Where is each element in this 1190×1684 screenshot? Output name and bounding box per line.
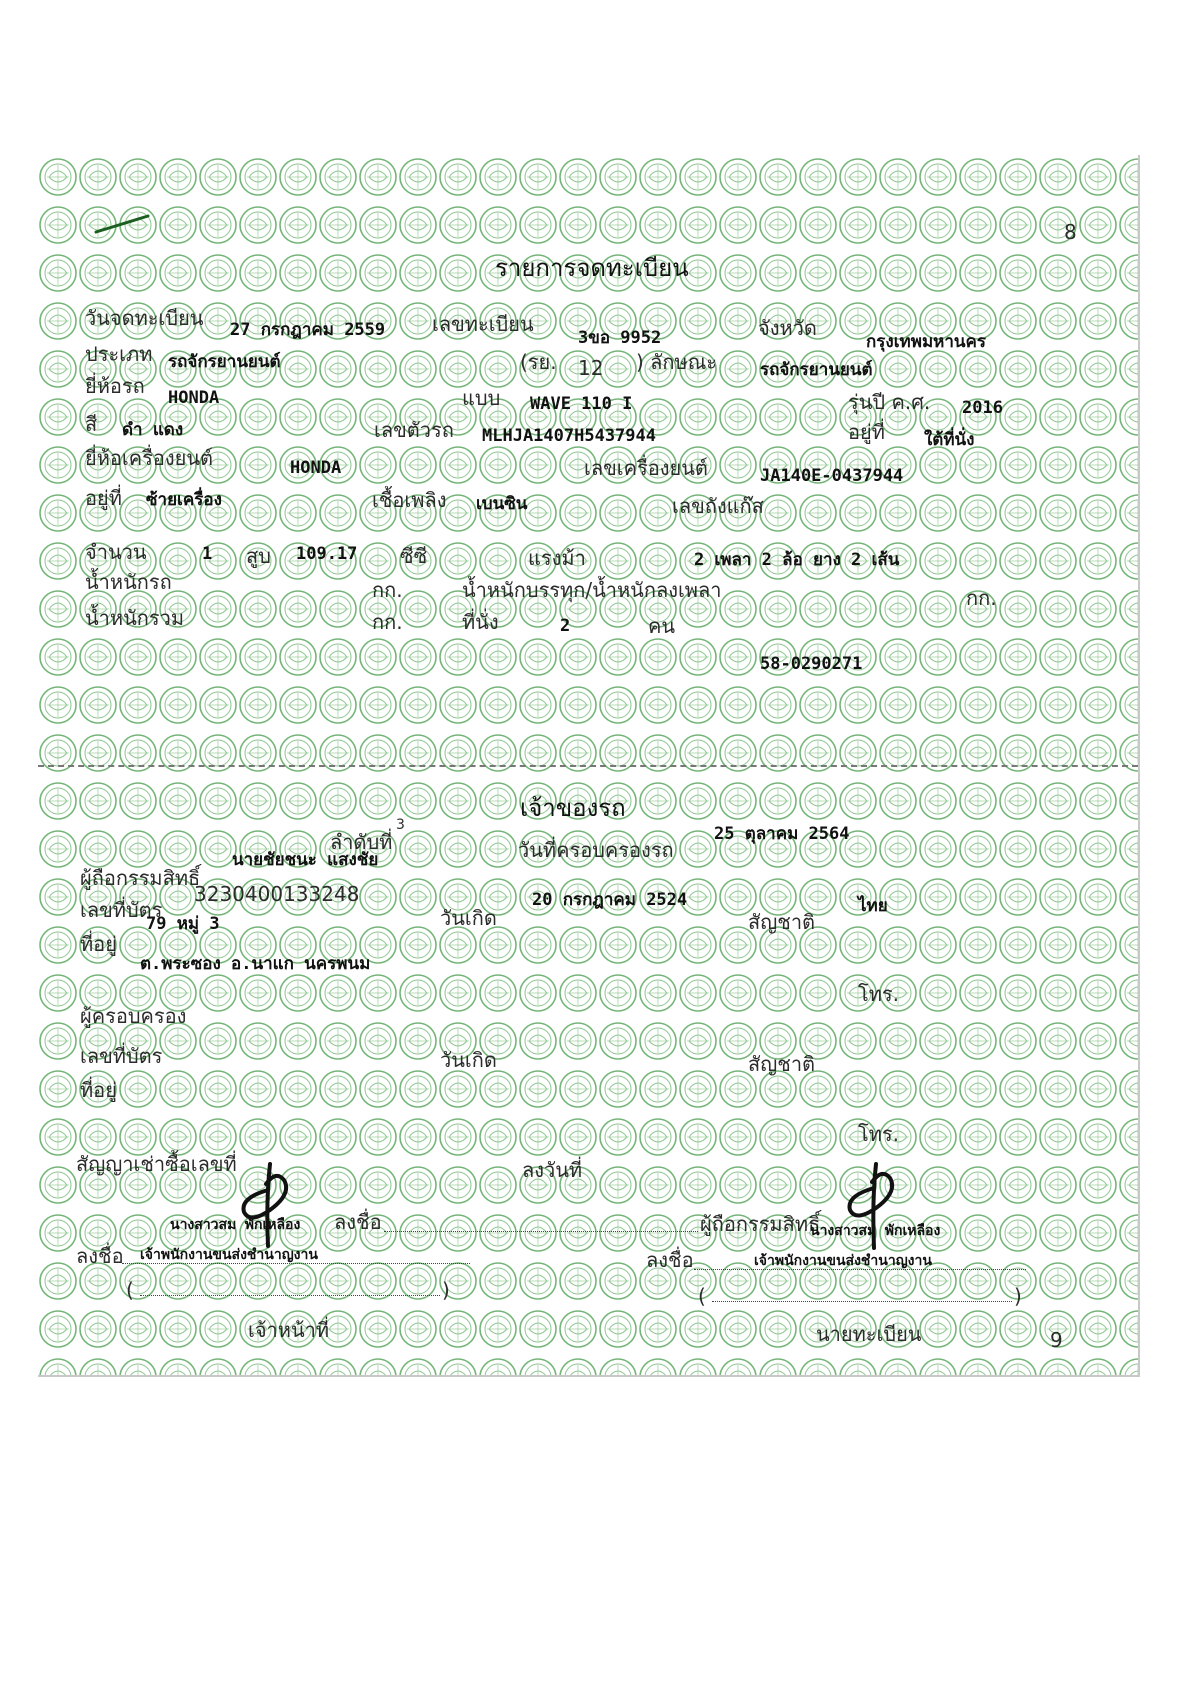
count-label: จำนวน — [85, 540, 147, 564]
province-label: จังหวัด — [758, 316, 817, 340]
chassis-label: เลขตัวรถ — [374, 418, 454, 442]
chassis-loc-value: ใต้ที่นั่ง — [924, 430, 975, 450]
gas-tank-label: เลขถังแก๊ส — [672, 494, 764, 518]
weight-label: น้ำหนักรถ — [85, 570, 172, 594]
gross-weight-label: น้ำหนักรวม — [85, 606, 185, 630]
fuel-label: เชื้อเพลิง — [372, 488, 447, 512]
cc-label: ซีซี — [400, 544, 428, 568]
kg-unit-2: กก. — [966, 586, 997, 610]
page-number-top: 8 — [1064, 220, 1077, 244]
document-serial: 58-0290271 — [760, 654, 863, 674]
character-label: ) ลักษณะ — [636, 350, 718, 374]
id-no-label: เลขที่บัตร — [80, 898, 163, 922]
holder-phone-label: โทร. — [858, 1122, 900, 1146]
fuel-value: เบนซิน — [476, 494, 528, 514]
hp-label: แรงม้า — [528, 546, 586, 570]
load-label: น้ำหนักบรรทุก/น้ำหนักลงเพลา — [462, 578, 722, 602]
registration-title: รายการจดทะเบียน — [495, 254, 689, 282]
model-label: แบบ — [462, 386, 501, 410]
page-number-bottom: 9 — [1050, 1328, 1063, 1352]
registrar-name-line — [712, 1300, 1012, 1302]
engine-brand-value: HONDA — [290, 458, 342, 478]
id-no-value: 3230400133248 — [194, 882, 360, 906]
stamp-title-left: เจ้าพนักงานขนส่งชำนาญงาน — [140, 1247, 318, 1263]
brand-value: HONDA — [168, 388, 220, 408]
stamp-name-right: นางสาวสม พักเหลือง — [810, 1223, 941, 1239]
nationality-value: ไทย — [858, 896, 888, 916]
stamp-title-right: เจ้าพนักงานขนส่งชำนาญงาน — [754, 1253, 932, 1269]
nationality-label: สัญชาติ — [748, 910, 816, 934]
engine-loc-label: อยู่ที่ — [85, 486, 122, 510]
owner-label: ผู้ถือกรรมสิทธิ์ — [80, 866, 201, 890]
count-value: 1 — [202, 544, 213, 564]
reg-no-value: 3ขอ 9952 — [578, 328, 662, 348]
color-label: สี — [85, 412, 98, 436]
color-value: ดำ แดง — [122, 420, 184, 440]
registrar-label: นายทะเบียน — [816, 1322, 922, 1346]
kg-unit-1: กก. — [372, 578, 403, 602]
dob-label: วันเกิด — [440, 906, 497, 930]
chassis-loc-label: อยู่ที่ — [848, 420, 885, 444]
owner-sign-line — [384, 1230, 698, 1232]
officer-name-line — [140, 1294, 440, 1296]
seq-label: ลำดับที่ — [330, 830, 393, 854]
seats-value: 2 — [560, 616, 571, 636]
reg-date-value: 27 กรกฎาคม 2559 — [230, 320, 386, 340]
engine-no-label: เลขเครื่องยนต์ — [584, 456, 708, 480]
address-label: ที่อยู่ — [80, 932, 117, 956]
possession-date-value: 25 ตุลาคม 2564 — [714, 824, 850, 844]
engine-no-value: JA140E-0437944 — [760, 466, 904, 486]
holder-id-label: เลขที่บัตร — [80, 1044, 163, 1068]
checkmark-pen-mark — [92, 212, 152, 238]
seats-label: ที่นั่ง — [462, 610, 499, 634]
holder-nationality-label: สัญชาติ — [748, 1052, 816, 1076]
axle-tyre-value: 2 เพลา 2 ล้อ ยาง 2 เส้น — [694, 550, 900, 570]
stamp-name-left: นางสาวสม พักเหลือง — [170, 1217, 301, 1233]
dob-value: 20 กรกฎาคม 2524 — [532, 890, 688, 910]
reg-no-label: เลขทะเบียน — [432, 312, 534, 336]
phone-label: โทร. — [858, 982, 900, 1006]
fold-line — [38, 765, 1138, 767]
possession-date-label: วันที่ครอบครองรถ — [518, 838, 674, 862]
paren-close-left: ) — [442, 1278, 450, 1302]
character-value: รถจักรยานยนต์ — [760, 360, 873, 380]
model-value: WAVE 110 I — [530, 394, 633, 414]
owner-title: เจ้าของรถ — [520, 794, 626, 822]
sign-label-mid: ลงชื่อ — [334, 1210, 382, 1234]
ry-open: (รย. — [520, 350, 557, 374]
province-value: กรุงเทพมหานคร — [866, 332, 987, 352]
year-label: รุ่นปี ค.ศ. — [848, 390, 931, 414]
type-label: ประเภท — [85, 342, 153, 366]
holder-dob-label: วันเกิด — [440, 1048, 497, 1072]
signature-left — [230, 1160, 310, 1250]
owner-role-label: ผู้ถือกรรมสิทธิ์ — [700, 1212, 821, 1236]
paren-open-right: ( — [698, 1284, 706, 1308]
contract-label: สัญญาเช่าซื้อเลขที่ — [76, 1152, 237, 1176]
year-value: 2016 — [962, 398, 1003, 418]
owner-name-value: นายชัยชนะ แสงชัย — [232, 850, 379, 870]
seats-unit: คน — [648, 614, 676, 638]
officer-label: เจ้าหน้าที่ — [248, 1318, 330, 1342]
holder-address-label: ที่อยู่ — [80, 1078, 117, 1102]
chassis-value: MLHJA1407H5437944 — [482, 426, 656, 446]
reg-date-label: วันจดทะเบียน — [85, 306, 204, 330]
sign-label-right: ลงชื่อ — [646, 1248, 694, 1272]
address-line1: 79 หมู่ 3 — [146, 914, 220, 934]
engine-loc-value: ซ้ายเครื่อง — [146, 490, 222, 510]
cylinder-label: สูบ — [246, 544, 271, 568]
seq-value: 3 — [396, 817, 405, 833]
holder-label: ผู้ครอบครอง — [80, 1004, 187, 1028]
ry-value: 12 — [578, 356, 604, 380]
engine-brand-label: ยี่ห้อเครื่องยนต์ — [85, 446, 214, 470]
paren-open-left: ( — [126, 1278, 134, 1302]
kg-unit-3: กก. — [372, 610, 403, 634]
sign-date-label: ลงวันที่ — [522, 1158, 583, 1182]
sign-label-left: ลงชื่อ — [76, 1244, 124, 1268]
cc-value: 109.17 — [296, 544, 358, 564]
type-value: รถจักรยานยนต์ — [168, 352, 281, 372]
paren-close-right: ) — [1014, 1284, 1022, 1308]
brand-label: ยี่ห้อรถ — [85, 374, 145, 398]
address-line2: ต.พระซอง อ.นาแก นครพนม — [140, 954, 371, 974]
